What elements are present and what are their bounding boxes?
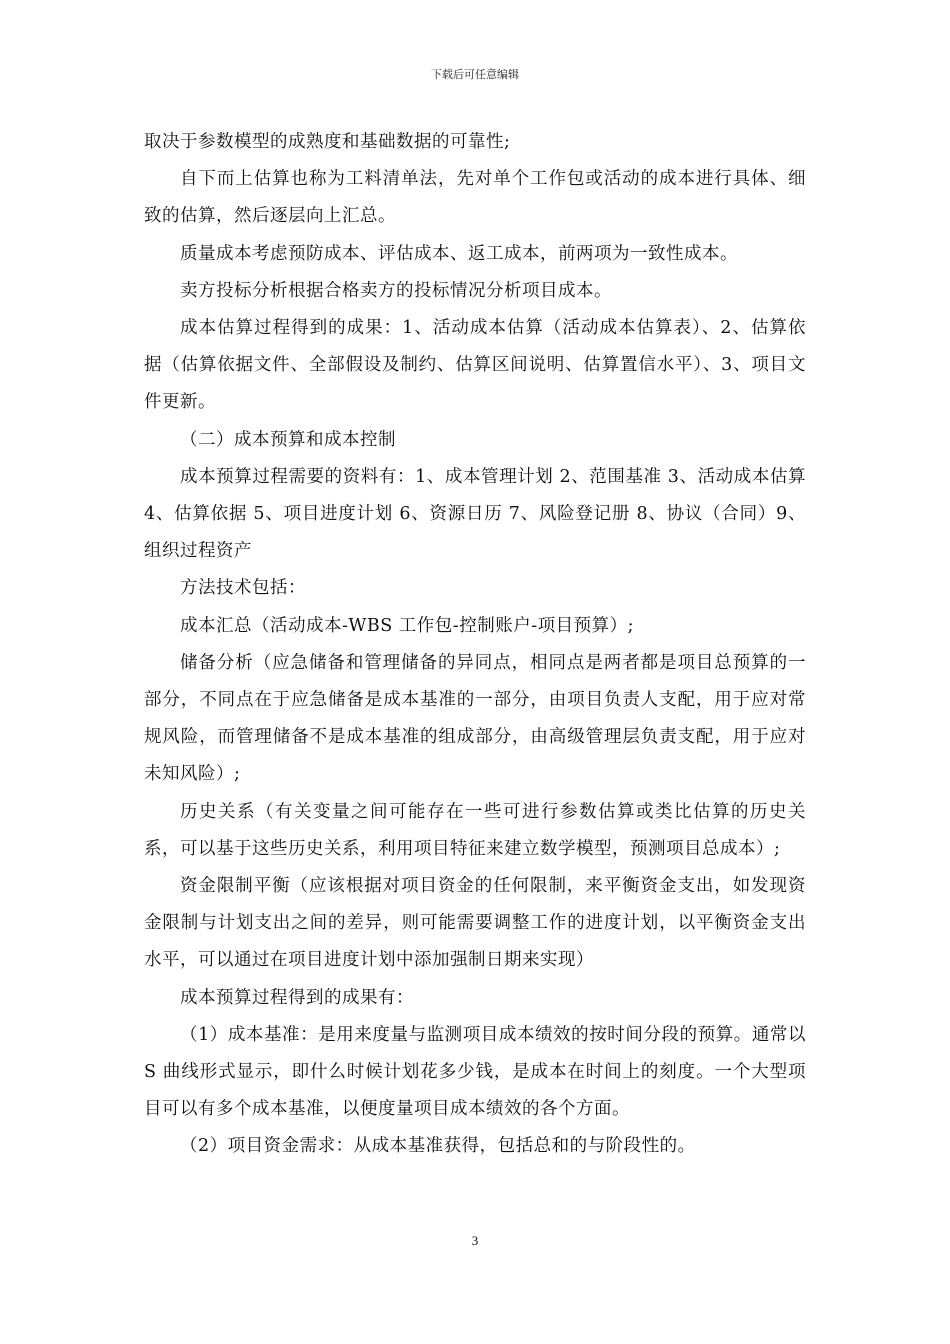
paragraph: 卖方投标分析根据合格卖方的投标情况分析项目成本。 xyxy=(180,280,612,301)
paragraph: （1）成本基准：是用来度量与监测项目成本绩效的按时间分段的预算。通常以 S 曲线形式显示，即什么时候计划花多少钱，是成本在时间上的刻度。一个大型项目可以有多个成本基准，以便度量项目成本绩效的各个方面。 xyxy=(144,1024,806,1120)
section-heading: （二）成本预算和成本控制 xyxy=(180,429,396,450)
page-number: 3 xyxy=(471,1233,479,1248)
paragraph: 成本汇总（活动成本-WBS 工作包-控制账户-项目预算）; xyxy=(180,615,635,636)
document-body xyxy=(144,124,806,1166)
paragraph: 历史关系（有关变量之间可能存在一些可进行参数估算或类比估算的历史关系，可以基于这些历史关系，利用项目特征来建立数学模型，预测项目总成本）; xyxy=(144,801,806,859)
paragraph: 成本估算过程得到的成果：1、活动成本估算（活动成本估算表）、2、估算依据（估算依据文件、全部假设及制约、估算区间说明、估算置信水平）、3、项目文件更新。 xyxy=(144,318,806,413)
paragraph: 储备分析（应急储备和管理储备的异同点，相同点是两者都是项目总预算的一部分，不同点在于应急储备是成本基准的一部分，由项目负责人支配，用于应对常规风险，而管理储备不是成本基准的组成部分，由高级管理层负责支配，用于应对未知风险）; xyxy=(144,652,806,785)
paragraph: 质量成本考虑预防成本、评估成本、返工成本，前两项为一致性成本。 xyxy=(180,243,738,264)
paragraph: 成本预算过程得到的成果有： xyxy=(180,987,414,1008)
paragraph: 成本预算过程需要的资料有：1、成本管理计划 2、范围基准 3、活动成本估算 4、估算依据 5、项目进度计划 6、资源日历 7、风险登记册 8、协议（合同）9、组织过程资产 xyxy=(144,466,806,562)
paragraph: 资金限制平衡（应该根据对项目资金的任何限制，来平衡资金支出，如发现资金限制与计划支出之间的差异，则可能需要调整工作的进度计划，以平衡资金支出水平，可以通过在项目进度计划中添加强制日期来实现） xyxy=(144,876,806,971)
paragraph: 方法技术包括： xyxy=(180,578,306,599)
paragraph: 自下而上估算也称为工料清单法，先对单个工作包或活动的成本进行具体、细致的估算，然后逐层向上汇总。 xyxy=(144,169,806,227)
paragraph: 取决于参数模型的成熟度和基础数据的可靠性; xyxy=(144,132,511,152)
paragraph: （2）项目资金需求：从成本基准获得，包括总和的与阶段性的。 xyxy=(180,1136,696,1157)
page-header: 下载后可任意编辑 xyxy=(431,68,519,81)
